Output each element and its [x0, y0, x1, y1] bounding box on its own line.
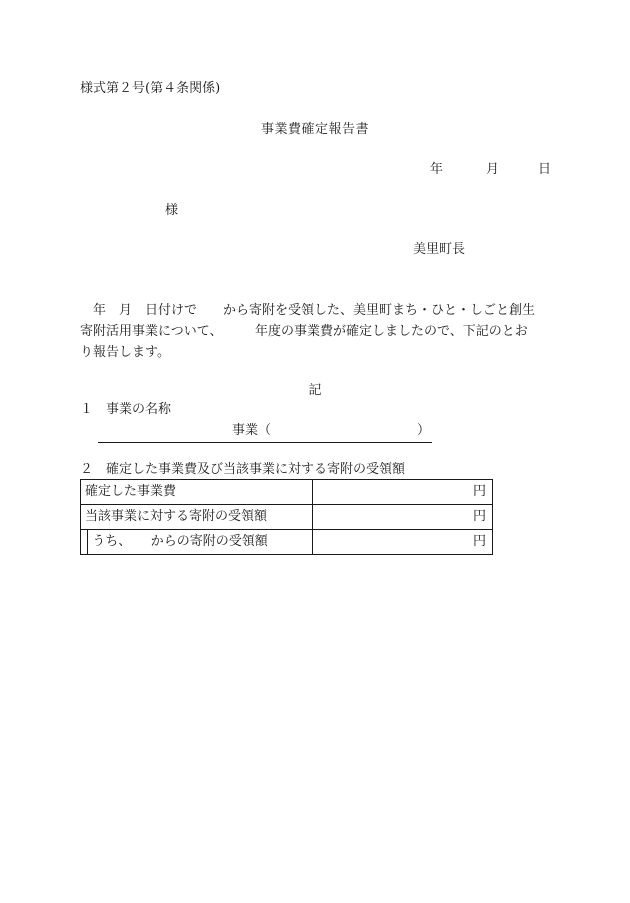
date-day-label: 日 — [538, 162, 552, 177]
body-paragraph — [80, 300, 552, 363]
project-close-paren: ） — [416, 423, 430, 438]
sender-name: 美里町長 — [413, 242, 466, 257]
row-label: 確定した事業費 — [81, 480, 313, 505]
section-title: 事業の名称 — [106, 402, 172, 417]
body-line: り報告します。 — [80, 345, 170, 360]
project-name-line — [98, 422, 432, 443]
document-title: 事業費確定報告書 — [260, 122, 369, 137]
section-1-heading — [80, 401, 171, 419]
amount-cell: 円 — [313, 530, 493, 555]
table-row — [81, 505, 493, 530]
date-year-label: 年 — [430, 162, 444, 177]
addressee-suffix: 様 — [165, 203, 179, 218]
row-label: 当該事業に対する寄附の受領額 — [81, 505, 313, 530]
ki-heading: 記 — [308, 383, 322, 398]
table-row — [81, 480, 493, 505]
body-line: 年 月 日付けで から寄附を受領した、美里町まち・ひと・しごと創生 — [80, 303, 536, 318]
amount-cell: 円 — [313, 505, 493, 530]
table-row — [81, 530, 493, 555]
section-number: ２ — [80, 462, 94, 477]
date-month-label: 月 — [486, 162, 500, 177]
indent-cell — [81, 530, 88, 555]
project-label: 事業（ — [232, 423, 272, 438]
date-row — [430, 161, 550, 179]
row-label: うち、 からの寄附の受領額 — [88, 530, 313, 555]
form-number: 様式第２号(第４条関係) — [80, 81, 221, 96]
section-2-heading — [80, 461, 405, 479]
section-number: １ — [80, 402, 94, 417]
amounts-table — [80, 479, 493, 555]
body-line: 寄附活用事業について、 年度の事業費が確定しましたので、下記のとお — [80, 324, 528, 339]
section-title: 確定した事業費及び当該事業に対する寄附の受領額 — [106, 462, 406, 477]
amount-cell: 円 — [313, 480, 493, 505]
